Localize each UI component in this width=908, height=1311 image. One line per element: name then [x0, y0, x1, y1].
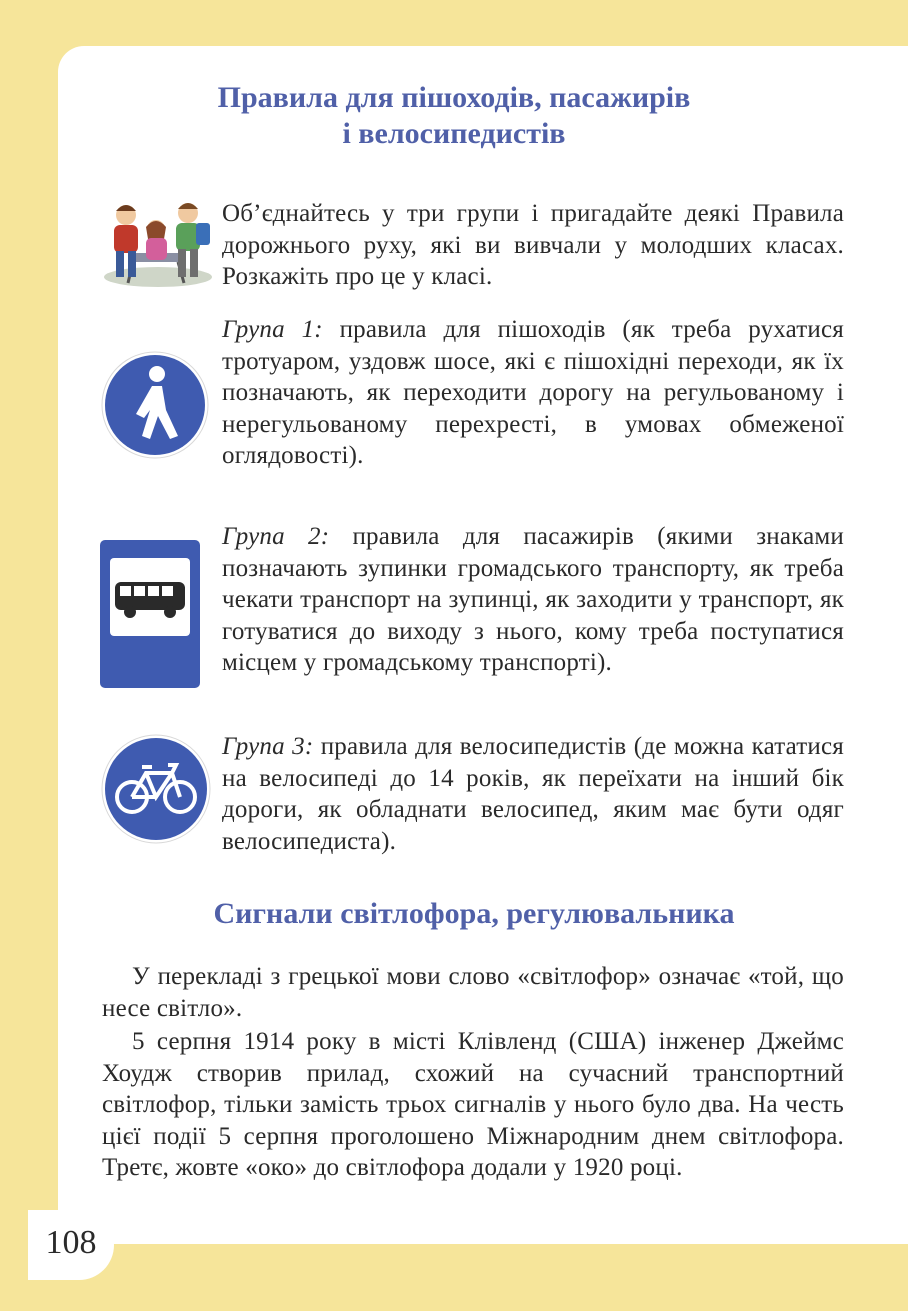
- heading-rules-line2: і велосипедистів: [342, 117, 566, 150]
- intro-text: Об’єднайтесь у три групи і пригадайте деякі Правила дорожнього руху, які ви вивчали у молодших класах. Розкажіть про це у класі.: [222, 200, 844, 290]
- paragraph-meaning: У перекладі з грецької мови слово «світлофор» означає «той, що несе світло».: [102, 963, 844, 1022]
- group2-label: Група 2:: [222, 523, 330, 550]
- group1-paragraph: [222, 314, 844, 472]
- bicycle-sign-icon: [100, 733, 212, 845]
- children-group-icon: [98, 195, 216, 290]
- group1-label: Група 1:: [222, 316, 323, 343]
- bus-stop-sign-icon: [100, 540, 200, 688]
- heading-rules-line1: Правила для пішоходів, пасажирів: [217, 81, 691, 114]
- pedestrian-sign-icon: [100, 350, 210, 460]
- group2-paragraph: [222, 521, 844, 679]
- group3-text: правила для велосипедистів (де можна кататися на велосипеді до 14 років, як переїхати на інший бік дороги, як обладнати велосипед, яким має бути одяг велосипедиста).: [222, 733, 844, 855]
- group3-label: Група 3:: [222, 733, 314, 760]
- heading-rules: [0, 80, 908, 152]
- group2-text: правила для пасажирів (якими знаками позначають зупинки громадського транспорту, як треба чекати транспорт на зупинці, як заходити у транспорт, як готуватися до виходу з нього, кому треба поступатися місцем у громадському транспорті).: [222, 523, 845, 676]
- paragraph-history: 5 серпня 1914 року в місті Клівленд (США) інженер Джеймс Хоудж створив прилад, схожий на сучасний транспортний світлофор, тільки замість трьох сигналів у нього було два. На честь цієї події 5 серпня проголошено Міжнародним днем світлофора. Третє, жовте «око» до світлофора додали у 1920 році.: [102, 1028, 844, 1181]
- group3-paragraph: [222, 731, 844, 857]
- heading-signals: Сигнали світлофора, регулювальника: [213, 897, 735, 930]
- page-number: 108: [28, 1210, 114, 1280]
- group1-text: правила для пішоходів (як треба рухатися тротуаром, уздовж шосе, які є пішохідні переходи, як їх позначають, як переходити дорогу на регульованому і нерегульованому перехресті, в умовах обмеженої оглядовості).: [222, 316, 844, 469]
